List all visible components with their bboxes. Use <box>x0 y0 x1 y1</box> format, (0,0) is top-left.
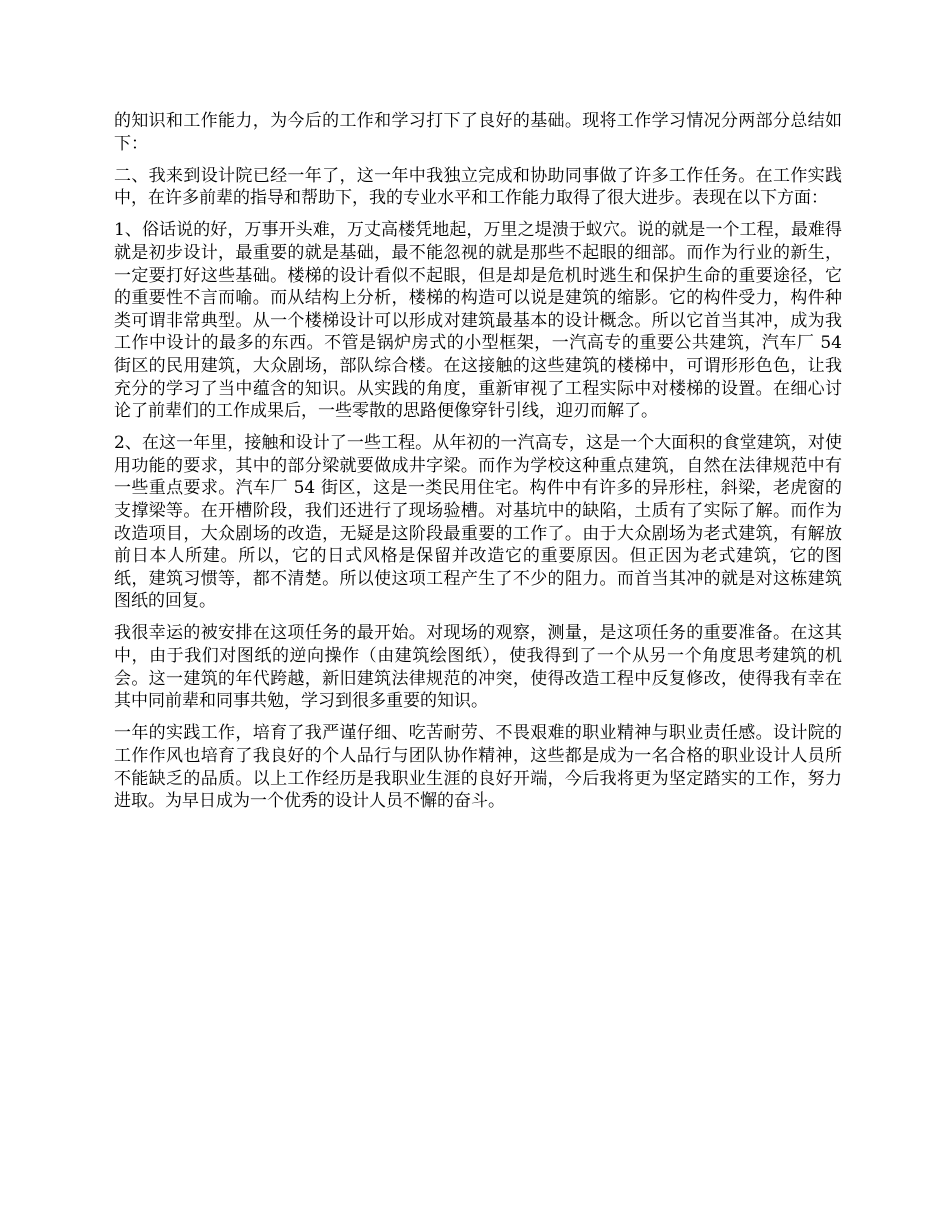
paragraph-section-two: 二、我来到设计院已经一年了，这一年中我独立完成和协助同事做了许多工作任务。在工作实践中，在许多前辈的指导和帮助下，我的专业水平和工作能力取得了很大进步。表现在以下方面： <box>114 165 842 209</box>
paragraph-intro-continuation: 的知识和工作能力，为今后的工作和学习打下了良好的基础。现将工作学习情况分两部分总结如下： <box>114 111 842 154</box>
paragraph-point-two-projects: 2、在这一年里，接触和设计了一些工程。从年初的一汽高专，这是一个大面积的食堂建筑，对使用功能的要求，其中的部分梁就要做成井字梁。而作为学校这种重点建筑，自然在法律规范中有一些重点要求。汽车厂 54 街区，这是一类民用住宅。构件中有许多的异形柱，斜梁，老虎窗的支撑梁等。在开槽阶段，我们还进行了现场验槽。对基坑中的缺陷，土质有了实际了解。而作为改造项目，大众剧场的改造，无疑是这阶段最重要的工作了。由于大众剧场为老式建筑，有解放前日本人所建。所以，它的日式风格是保留并改造它的重要原因。但正因为老式建筑，它的图纸，建筑习惯等，都不清楚。所以使这项工程产生了不少的阻力。而首当其冲的就是对这栋建筑图纸的回复。 <box>114 433 842 612</box>
document-body <box>114 110 842 822</box>
paragraph-theater-task: 我很幸运的被安排在这项任务的最开始。对现场的观察，测量，是这项任务的重要准备。在这其中，由于我们对图纸的逆向操作（由建筑绘图纸），使我得到了一个从另一个角度思考建筑的机会。这一建筑的年代跨越，新旧建筑法律规范的冲突，使得改造工程中反复修改，使得我有幸在其中同前辈和同事共勉，学习到很多重要的知识。 <box>114 623 842 712</box>
paragraph-point-one-stairs: 1、俗话说的好，万事开头难，万丈高楼凭地起，万里之堤溃于蚁穴。说的就是一个工程，最难得就是初步设计，最重要的就是基础，最不能忽视的就是那些不起眼的细部。而作为行业的新生，一定要打好这些基础。楼梯的设计看似不起眼，但是却是危机时逃生和保护生命的重要途径，它的重要性不言而喻。而从结构上分析，楼梯的构造可以说是建筑的缩影。它的构件受力，构件种类可谓非常典型。从一个楼梯设计可以形成对建筑最基本的设计概念。所以它首当其冲，成为我工作中设计的最多的东西。不管是锅炉房式的小型框架，一汽高专的重要公共建筑，汽车厂 54 街区的民用建筑，大众剧场，部队综合楼。在这接触的这些建筑的楼梯中，可谓形形色色，让我充分的学习了当中蕴含的知识。从实践的角度，重新审视了工程实际中对楼梯的设置。在细心讨论了前辈们的工作成果后，一些零散的思路便像穿针引线，迎刃而解了。 <box>114 220 842 422</box>
paragraph-conclusion: 一年的实践工作，培育了我严谨仔细、吃苦耐劳、不畏艰难的职业精神与职业责任感。设计院的工作作风也培育了我良好的个人品行与团队协作精神，这些都是成为一名合格的职业设计人员所不能缺乏的品质。以上工作经历是我职业生涯的良好开端，今后我将更为坚定踏实的工作，努力进取。为早日成为一个优秀的设计人员不懈的奋斗。 <box>114 723 842 812</box>
